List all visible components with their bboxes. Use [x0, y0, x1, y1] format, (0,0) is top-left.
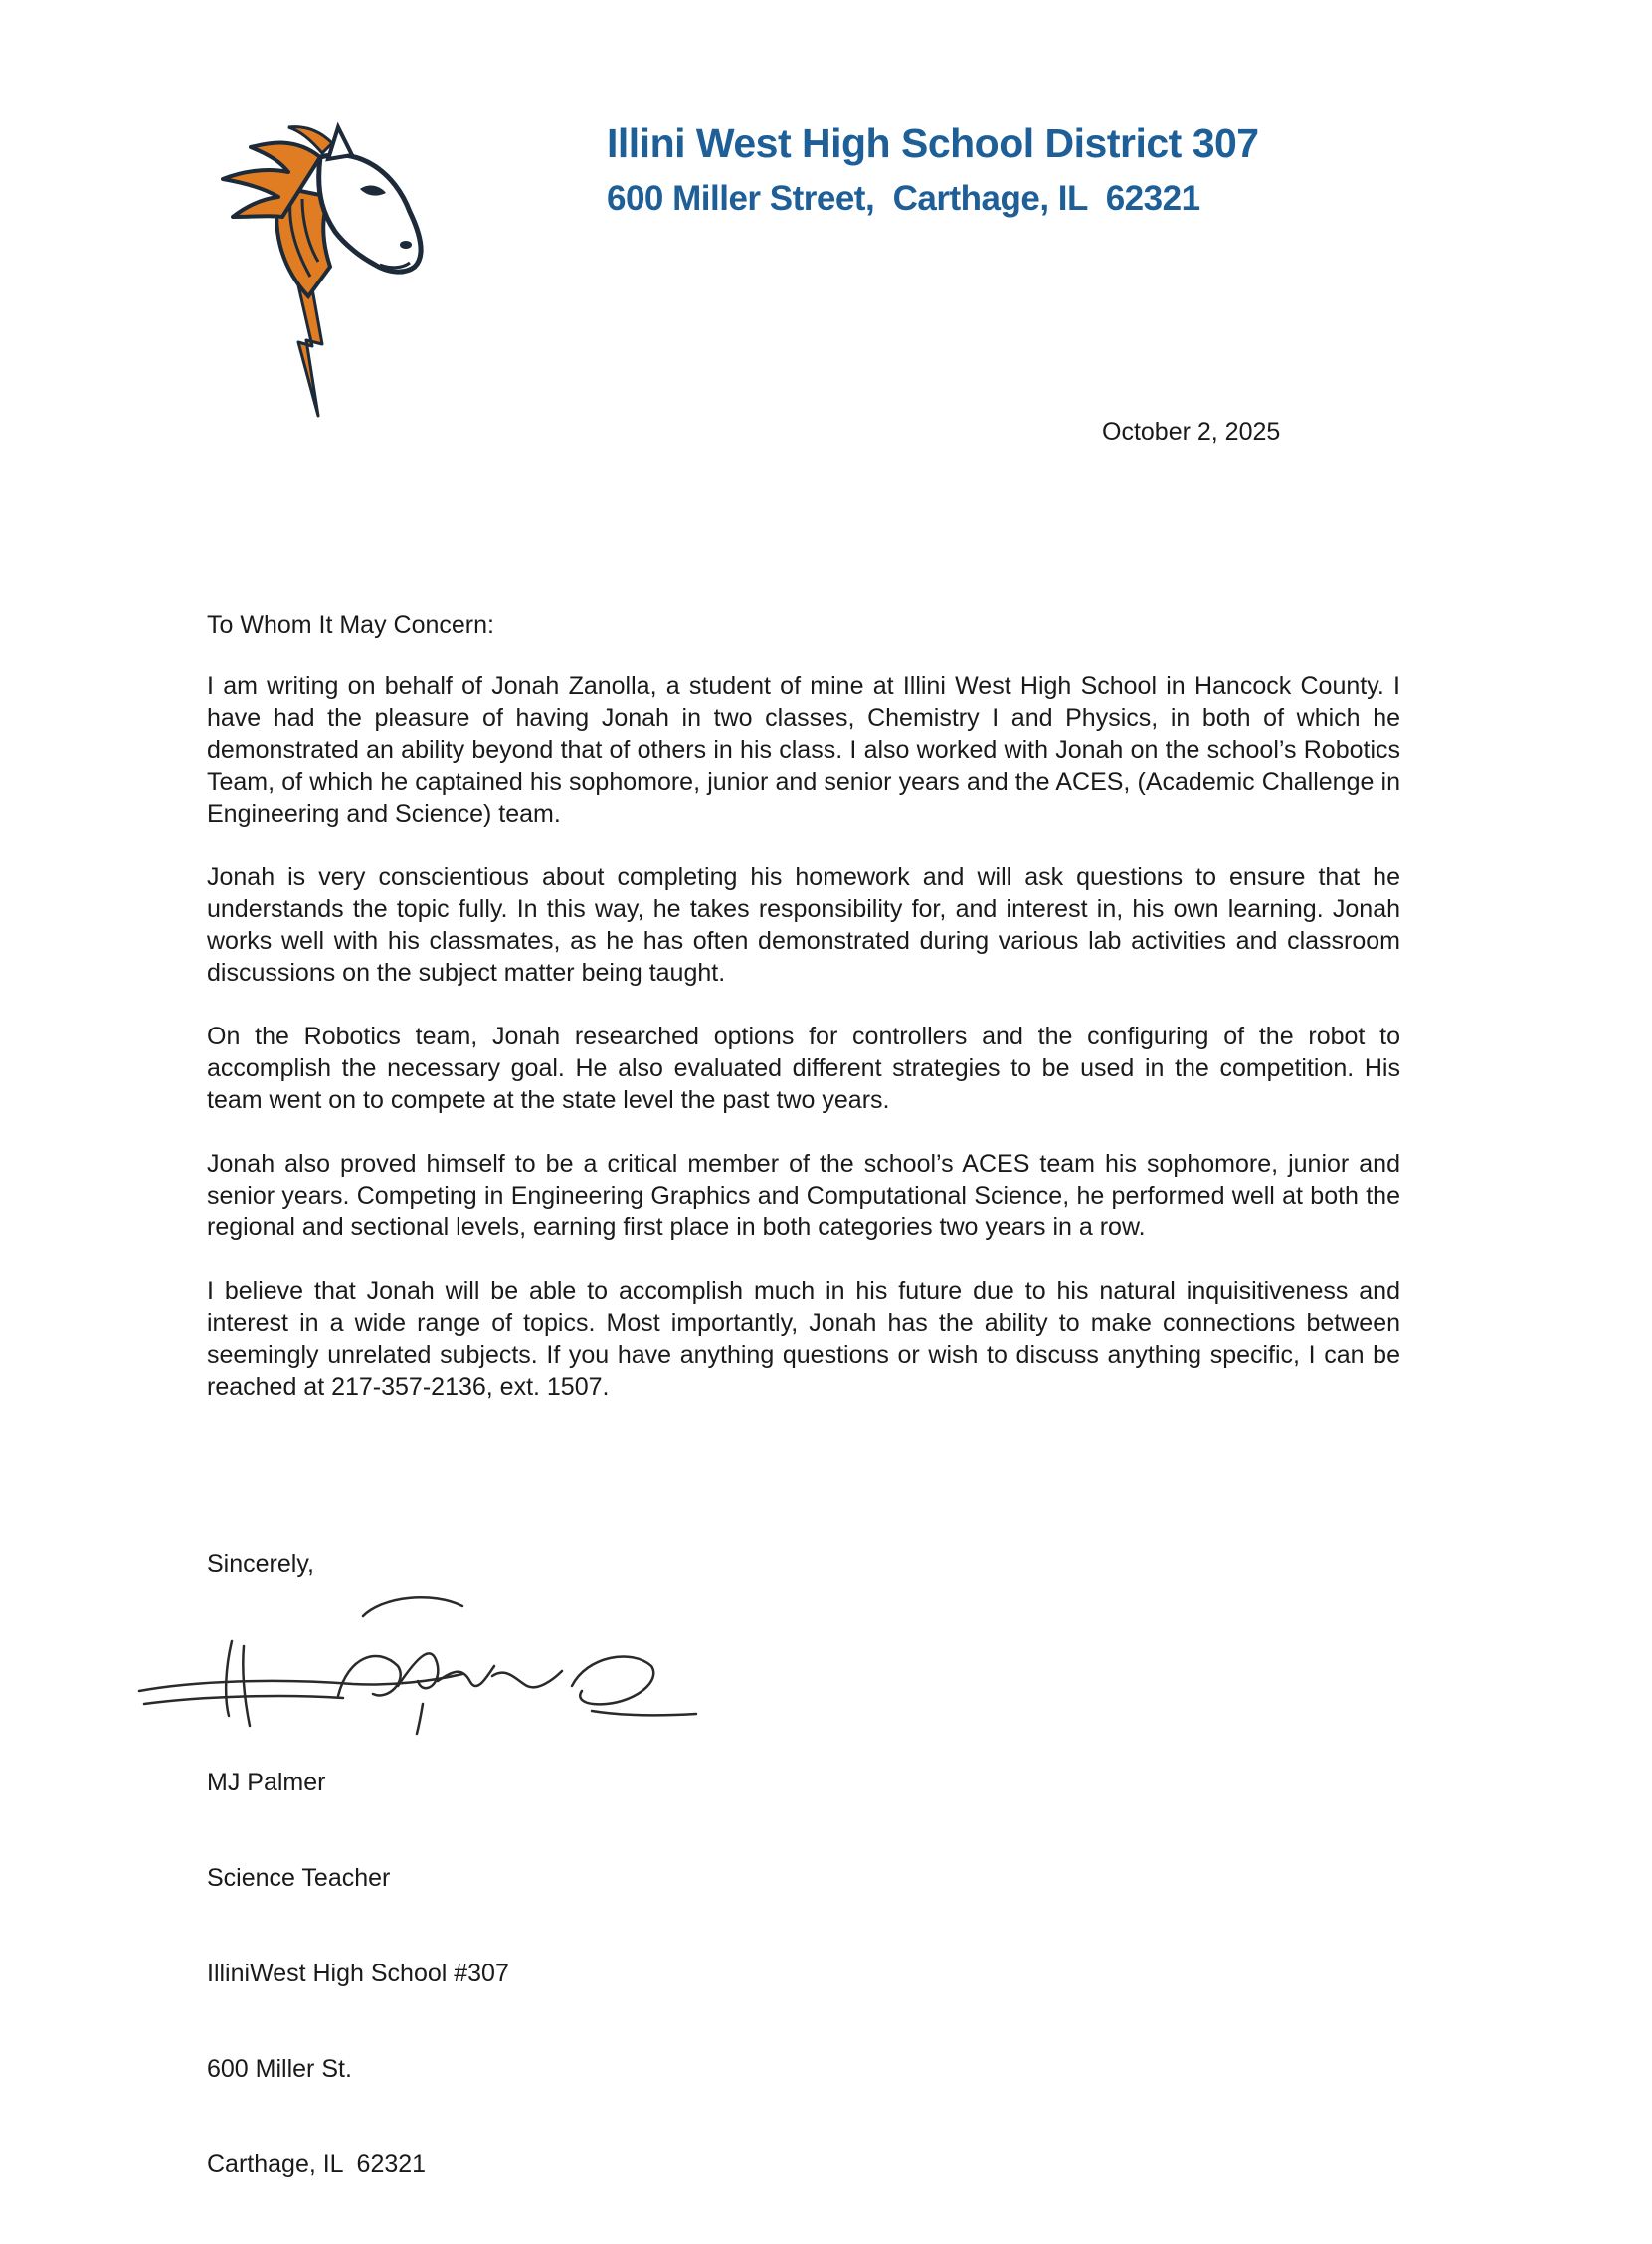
signature-block [207, 1703, 509, 2244]
letter-date: October 2, 2025 [1102, 418, 1281, 446]
school-address: 600 Miller Street, Carthage, IL 62321 [607, 179, 1200, 218]
paragraph: I am writing on behalf of Jonah Zanolla, a student of mine at Illini West High School in Hancock County. I have had the pleasure of having Jonah in two classes, Chemistry I and Physics, in both of which he demonstrated an ability beyond that of others in his class. I also worked with Jonah on the school’s Robotics Team, of which he captained his sophomore, junior and senior years and the ACES, (Academic Challenge in Engineering and Science) team. [207, 672, 1400, 828]
signer-title: Science Teacher [207, 1864, 391, 1892]
school-name: Illini West High School District 307 [607, 120, 1259, 166]
letterhead [607, 115, 1259, 227]
signer-name: MJ Palmer [207, 1769, 326, 1796]
letter-body [207, 609, 1400, 1434]
signer-city: Carthage, IL 62321 [207, 2150, 427, 2178]
paragraph: I believe that Jonah will be able to accomplish much in his future due to his natural inquisitiveness and interest in a wide range of topics. Most importantly, Jonah has the ability to make connections between seemingly unrelated subjects. If you have anything questions or wish to discuss anything specific, I can be reached at 217-357-2136, ext. 1507. [207, 1277, 1400, 1401]
signer-street: 600 Miller St. [207, 2055, 352, 2083]
salutation: To Whom It May Concern: [207, 611, 494, 639]
bronco-horse-head-icon [211, 117, 440, 426]
paragraph: Jonah also proved himself to be a critical member of the school’s ACES team his sophomore, junior and senior years. Competing in Engineering Graphics and Computational Science, he performed well at both the regional and sectional levels, earning first place in both categories two years in a row. [207, 1150, 1400, 1241]
closing: Sincerely, [207, 1550, 314, 1578]
signer-school: IlliniWest High School #307 [207, 1960, 509, 1987]
paragraph: On the Robotics team, Jonah researched options for controllers and the configuring of the robot to accomplish the necessary goal. He also evaluated different strategies to be used in the competition. His team went on to compete at the state level the past two years. [207, 1023, 1400, 1114]
paragraph: Jonah is very conscientious about completing his homework and will ask questions to ensure that he understands the topic fully. In this way, he takes responsibility for, and interest in, his own learning. Jonah works well with his classmates, as he has often demonstrated during various lab activities and classroom discussions on the subject matter being taught. [207, 863, 1400, 987]
